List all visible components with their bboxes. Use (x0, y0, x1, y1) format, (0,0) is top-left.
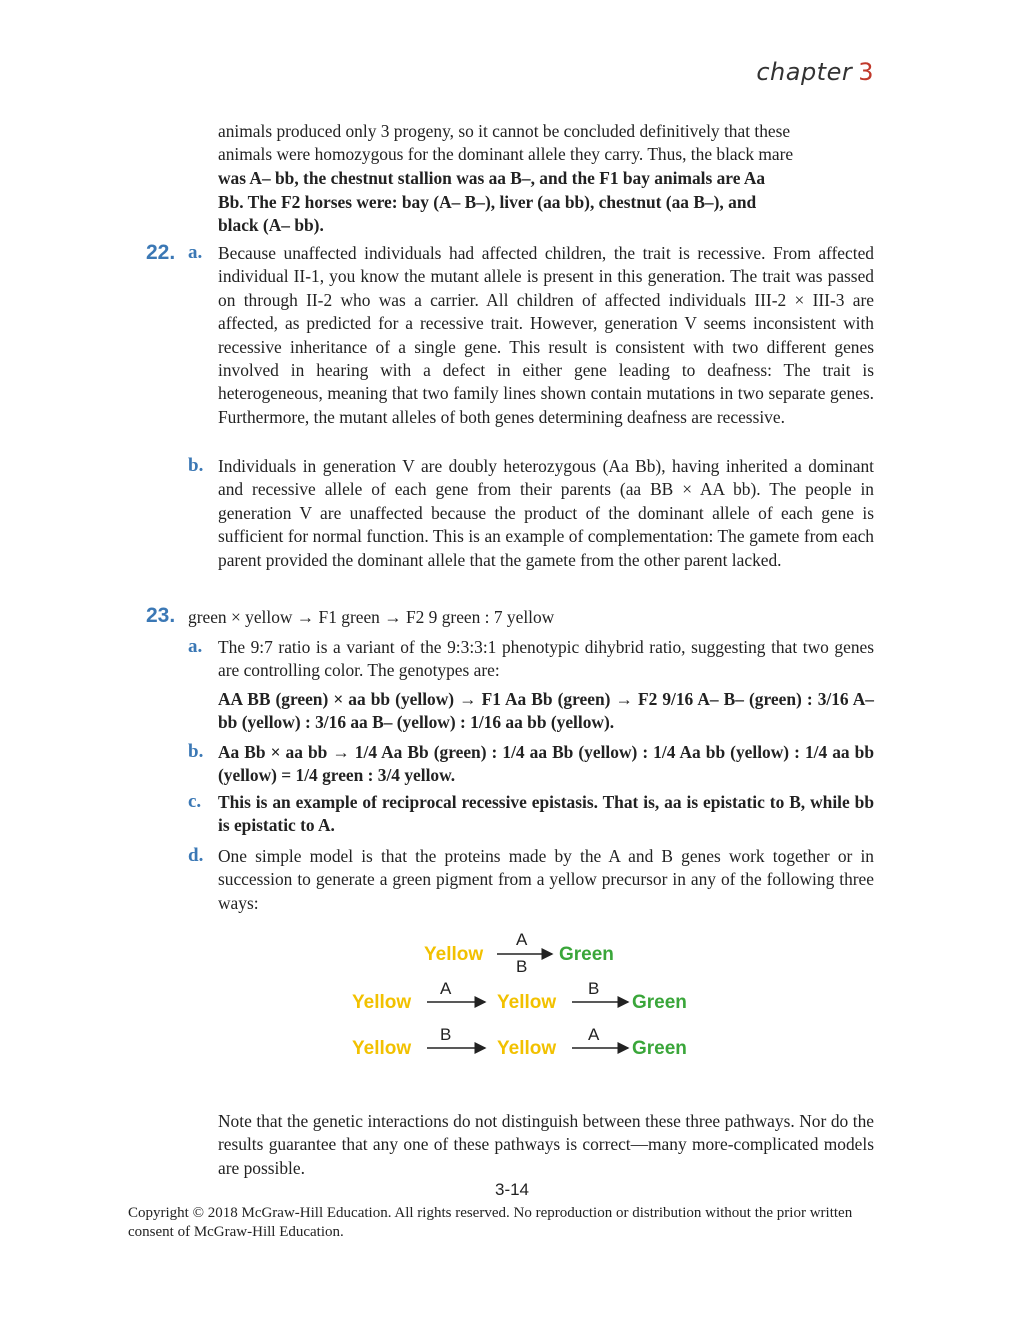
q23-a-text: The 9:7 ratio is a variant of the 9:3:3:1 phenotypic dihybrid ratio, suggesting that two genes are controlling color. The genotypes are: (218, 637, 874, 681)
question-23-number: 23. (146, 604, 176, 627)
row2-start-yellow: Yellow (352, 992, 412, 1013)
continuation-paragraph-2 (218, 143, 874, 166)
chapter-header (756, 58, 874, 86)
row3-start-yellow: Yellow (352, 1038, 412, 1059)
row2-arrow1-label: A (440, 979, 452, 998)
para1-line2: animals were homozygous for the dominant allele they carry. Thus, the black mare (218, 144, 794, 164)
q23-c-label: c. (188, 791, 202, 812)
chapter-word: chapter (756, 58, 853, 86)
row3-arrow1-label: B (440, 1025, 452, 1044)
q22-a-text: Because unaffected individuals had affected children, the trait is recessive. From affected individual II-1, you know the mutant allele is present in this generation. The trait was passed on through II-2 who was a carrier. All children of affected individuals III-2 × III-3 are affected, as predicted for a recessive trait. However, generation V seems inconsistent with recessive inheritance of a single gene. This result is consistent with two different genes involved in hearing with a defect in either gene leading to deafness: The trait is heterogeneous, meaning that two family lines shown contain mutations in two separate genes. Furthermore, the mutant alleles of both genes determining deafness are recessive. (218, 243, 874, 427)
row1-start-yellow: Yellow (424, 944, 484, 965)
row1-arrow-bottom-label: B (516, 957, 528, 976)
q23-b-label: b. (188, 741, 204, 762)
q23-b-text: Aa Bb × aa bb → 1/4 Aa Bb (green) : 1/4 aa Bb (yellow) : 1/4 Aa bb (yellow) : 1/4 aa bb (yellow) = 1/4 green : 3/4 yellow. (218, 742, 874, 786)
q23-intro: green × yellow → F1 green → F2 9 green : 7 yellow (188, 607, 555, 627)
q22-a-label: a. (188, 242, 203, 263)
row1-end-green: Green (559, 944, 614, 965)
q22-b-label: b. (188, 455, 204, 476)
q23-d-label: d. (188, 845, 204, 866)
row3-end-green: Green (632, 1038, 687, 1059)
copyright-notice: Copyright © 2018 McGraw-Hill Education. All rights reserved. No reproduction or distribution without the prior written consent of McGraw-Hill Education. (128, 1205, 853, 1240)
continuation-paragraph (218, 120, 874, 143)
chapter-number: 3 (858, 58, 874, 86)
q22-b-text: Individuals in generation V are doubly heterozygous (Aa Bb), having inherited a dominant and recessive allele of each gene from their parents (aa BB × AA bb). The people in generation V are unaffected because the product of the dominant allele of each gene is sufficient for normal function. This is an example of complementation: The gamete from each parent provided the dominant allele that the gamete from the other parent lacked. (218, 456, 874, 570)
q23-a-label: a. (188, 636, 203, 657)
row2-end-green: Green (632, 992, 687, 1013)
q23-note: Note that the genetic interactions do not distinguish between these three pathways. Nor do the results guarantee that any one of these pathways is correct—many more-complicated models are possible. (218, 1111, 874, 1178)
row3-arrow2-label: A (588, 1025, 600, 1044)
continuation-paragraph-4 (218, 191, 874, 214)
row2-mid-yellow: Yellow (497, 992, 557, 1013)
q23-a-cross: AA BB (green) × aa bb (yellow) → F1 Aa Bb (green) → F2 9/16 A– B– (green) : 3/16 A– bb (yellow) : 3/16 aa B– (yellow) : 1/16 aa bb (yellow). (218, 689, 874, 733)
continuation-paragraph-3 (218, 167, 874, 190)
row3-mid-yellow: Yellow (497, 1038, 557, 1059)
q23-c-text: This is an example of reciprocal recessive epistasis. That is, aa is epistatic to B, while bb is epistatic to A. (218, 792, 874, 836)
continuation-paragraph-5 (218, 214, 874, 237)
para1-line1: animals produced only 3 progeny, so it cannot be concluded definitively that these (218, 121, 791, 141)
pathway-diagram (340, 924, 720, 1074)
row2-arrow2-label: B (588, 979, 600, 998)
para1-line4: Bb. The F2 horses were: bay (A– B–), liver (aa bb), chestnut (aa B–), and (218, 192, 757, 212)
page-number: 3-14 (494, 1180, 530, 1199)
para1-line5: black (A– bb). (218, 215, 324, 235)
q23-d-text: One simple model is that the proteins made by the A and B genes work together or in succession to generate a green pigment from a yellow precursor in any of the following three ways: (218, 846, 874, 913)
row1-arrow-top-label: A (516, 930, 528, 949)
para1-line3: was A– bb, the chestnut stallion was aa B–, and the F1 bay animals are Aa (218, 168, 766, 188)
question-22-number: 22. (146, 241, 176, 264)
